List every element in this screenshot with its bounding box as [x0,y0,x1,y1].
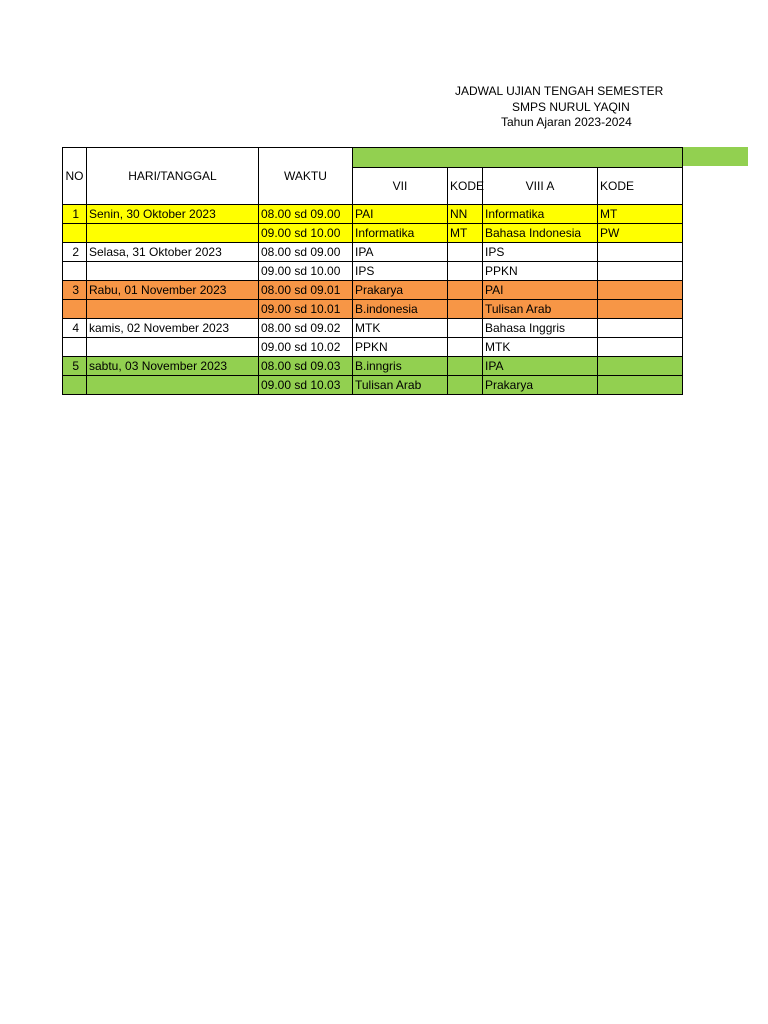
row-time: 09.00 sd 10.00 [259,224,353,243]
row-date: Rabu, 01 November 2023 [87,281,259,300]
header-hari-tanggal: HARI/TANGGAL [87,148,259,205]
row-no [63,224,87,243]
row-date [87,300,259,319]
header-viii-a: VIII A [483,168,598,205]
row-subject-viii-a: Tulisan Arab [483,300,598,319]
row-subject-vii: PPKN [353,338,448,357]
row-code-vii: MT [448,224,483,243]
row-subject-vii: B.inngris [353,357,448,376]
row-subject-vii: B.indonesia [353,300,448,319]
row-subject-viii-a: IPS [483,243,598,262]
row-date: Selasa, 31 Oktober 2023 [87,243,259,262]
row-no: 1 [63,205,87,224]
table-row [63,338,683,357]
table-row [63,205,683,224]
row-code-vii [448,338,483,357]
row-no: 3 [63,281,87,300]
table-row [63,319,683,338]
academic-year: Tahun Ajaran 2023-2024 [501,115,632,129]
table-row [63,224,683,243]
row-code-viii-a: MT [598,205,683,224]
row-code-vii [448,319,483,338]
header-no: NO [63,148,87,205]
row-no: 5 [63,357,87,376]
row-time: 09.00 sd 10.01 [259,300,353,319]
row-code-viii-a: PW [598,224,683,243]
table-row [63,243,683,262]
row-code-vii [448,357,483,376]
row-subject-viii-a: Bahasa Inggris [483,319,598,338]
row-subject-vii: PAI [353,205,448,224]
row-subject-vii: IPS [353,262,448,281]
row-date: Senin, 30 Oktober 2023 [87,205,259,224]
title-block [450,84,664,131]
row-date: kamis, 02 November 2023 [87,319,259,338]
row-subject-vii: MTK [353,319,448,338]
row-subject-vii: IPA [353,243,448,262]
row-subject-vii: Tulisan Arab [353,376,448,395]
row-time: 08.00 sd 09.00 [259,205,353,224]
table-row [63,376,683,395]
schedule-title: JADWAL UJIAN TENGAH SEMESTER [455,84,664,98]
table-row [63,281,683,300]
table-row [63,262,683,281]
row-code-viii-a [598,338,683,357]
header-vii: VII [353,168,448,205]
row-code-vii [448,262,483,281]
row-no: 4 [63,319,87,338]
schedule-table [62,147,683,395]
row-subject-viii-a: Informatika [483,205,598,224]
row-date [87,262,259,281]
row-date [87,338,259,357]
schedule-sheet [62,147,634,402]
row-no [63,262,87,281]
row-subject-viii-a: Prakarya [483,376,598,395]
row-code-viii-a [598,262,683,281]
row-code-viii-a [598,300,683,319]
header-waktu: WAKTU [259,148,353,205]
row-subject-viii-a: PPKN [483,262,598,281]
row-time: 09.00 sd 10.03 [259,376,353,395]
row-time: 08.00 sd 09.02 [259,319,353,338]
row-subject-viii-a: IPA [483,357,598,376]
row-time: 08.00 sd 09.00 [259,243,353,262]
row-time: 09.00 sd 10.00 [259,262,353,281]
row-code-vii: NN [448,205,483,224]
row-date [87,224,259,243]
header-kode-vii: KODE [448,168,483,205]
row-date [87,376,259,395]
row-subject-vii: Prakarya [353,281,448,300]
row-time: 09.00 sd 10.02 [259,338,353,357]
table-row [63,300,683,319]
row-code-vii [448,281,483,300]
row-date: sabtu, 03 November 2023 [87,357,259,376]
row-subject-vii: Informatika [353,224,448,243]
row-time: 08.00 sd 09.01 [259,281,353,300]
row-no: 2 [63,243,87,262]
school-name: SMPS NURUL YAQIN [512,99,630,114]
row-subject-viii-a: PAI [483,281,598,300]
row-code-viii-a [598,376,683,395]
row-no [63,376,87,395]
row-code-vii [448,243,483,262]
row-no [63,338,87,357]
row-time: 08.00 sd 09.03 [259,357,353,376]
row-code-vii [448,376,483,395]
row-code-viii-a [598,281,683,300]
row-code-viii-a [598,357,683,376]
row-no [63,300,87,319]
row-code-viii-a [598,319,683,338]
row-code-vii [448,300,483,319]
row-subject-viii-a: Bahasa Indonesia [483,224,598,243]
row-code-viii-a [598,243,683,262]
row-subject-viii-a: MTK [483,338,598,357]
table-row [63,357,683,376]
class-group-header [353,148,683,168]
header-kode-viii-a: KODE [598,168,683,205]
